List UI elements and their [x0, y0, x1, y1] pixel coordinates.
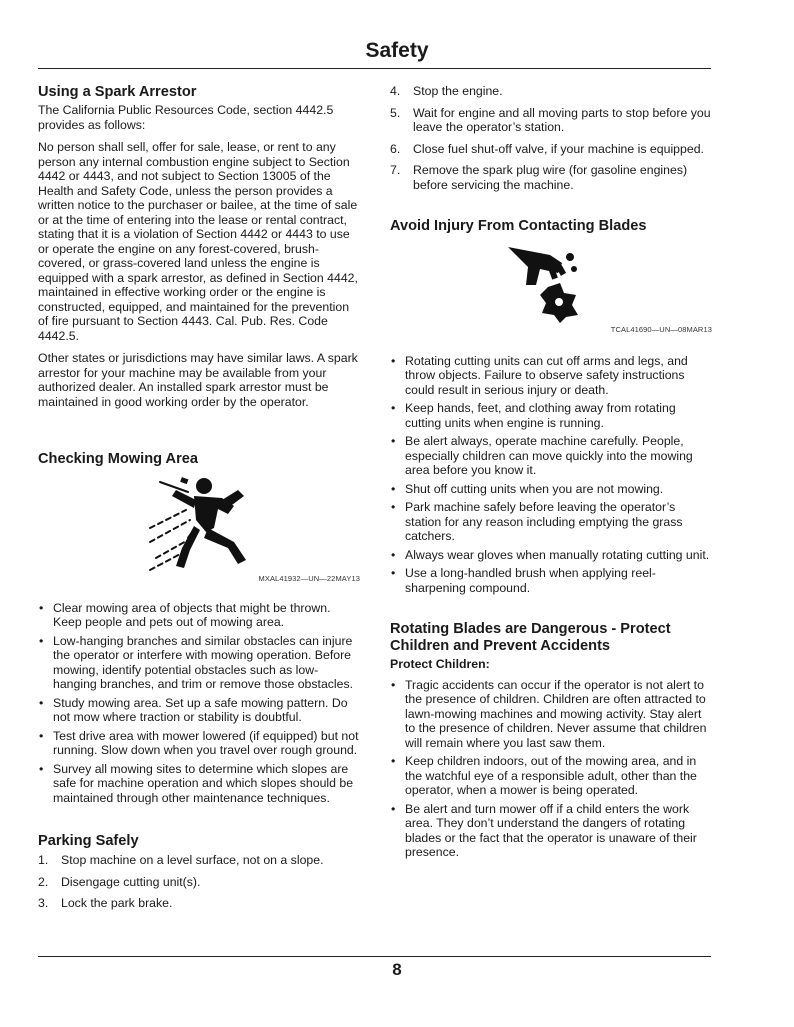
list-item: • Keep hands, feet, and clothing away from rotating cutting units when engine is running.: [390, 401, 712, 430]
blades-section: [390, 218, 712, 595]
list-item: [38, 896, 360, 911]
header-rule: [38, 68, 711, 69]
step-number: 5.: [390, 105, 401, 120]
list-item: [38, 875, 360, 890]
list-item: [390, 106, 712, 135]
children-heading: Rotating Blades are Dangerous - Protect Children and Prevent Accidents: [390, 621, 671, 654]
children-section: [390, 621, 712, 860]
mowing-area-figure-code: MXAL41932—UN—22MAY13: [258, 574, 360, 583]
parking-steps-list-part2: [390, 84, 712, 192]
step-text: Lock the park brake.: [61, 896, 173, 910]
list-item: [390, 142, 712, 157]
parking-section: [38, 833, 360, 911]
mowing-area-section: [38, 451, 360, 805]
parking-heading: Parking Safely: [38, 833, 139, 849]
footer-rule: [38, 956, 711, 957]
step-text: Stop the engine.: [413, 84, 503, 98]
mowing-area-heading: Checking Mowing Area: [38, 451, 199, 467]
list-item: • Be alert and turn mower off if a child enters the work area. They don’t understand the dangers of rotating blades or the fact that the operator is unaware of their presence.: [390, 802, 712, 860]
list-item: • Low-hanging branches and similar obstacles can injure the operator or interfere with mowing operation. Before mowing, identify potential obstacles such as low-hanging branches, and trim or remove those obstacles.: [38, 634, 360, 692]
list-item: • Study mowing area. Set up a safe mowing pattern. Do not mow where traction or stability is doubtful.: [38, 696, 360, 725]
list-item: • Clear mowing area of objects that might be thrown. Keep people and pets out of mowing area.: [38, 601, 360, 630]
children-subheading: Protect Children:: [390, 657, 490, 671]
step-text: Close fuel shut-off valve, if your machine is equipped.: [413, 141, 704, 156]
list-item: [390, 84, 712, 99]
list-item: [38, 853, 360, 868]
step-number: 4.: [390, 84, 401, 98]
mowing-area-list: [38, 601, 360, 806]
step-text: Remove the spark plug wire (for gasoline engines) before servicing the machine.: [413, 163, 688, 192]
step-text: Disengage cutting unit(s).: [61, 874, 201, 889]
blades-heading: Avoid Injury From Contacting Blades: [390, 218, 647, 234]
list-item: [390, 163, 712, 192]
step-number: 2.: [38, 874, 49, 889]
page-title: Safety: [365, 39, 429, 62]
blade-contact-hazard-icon: [390, 245, 712, 323]
spark-arrestor-code-text: No person shall sell, offer for sale, lease, or rent to any person any internal combustion engine subject to Section 4442 or 4443, and not subject to Section 13005 of the Health and Safety Code, unless the person provides a written notice to the purchaser or bailee, at the time of sale or at the time of entering into the lease or rental contract, stating that it is a violation of Section 4442 or 4443 to use or operate the engine on any forest-covered, brush-covered, or grass-covered land unless the engine is equipped with a spark arrestor, as defined in Section 4442, maintained in effective working order or the engine is constructed, equipped, and maintained for the prevention of fire pursuant to Section 4443. Cal. Pub. Res. Code 4442.5.: [38, 140, 358, 343]
list-item: • Be alert always, operate machine carefully. People, especially children can move quickly into the mowing area before you know it.: [390, 434, 712, 478]
list-item: • Keep children indoors, out of the mowing area, and in the watchful eye of a responsible adult, other than the operator, when a mower is being operated.: [390, 754, 712, 798]
mowing-area-figure: [38, 476, 360, 572]
list-item: • Test drive area with mower lowered (if equipped) but not running. Slow down when you travel over rough ground.: [38, 729, 360, 758]
list-item: • Rotating cutting units can cut off arms and legs, and throw objects. Failure to observe safety instructions could result in serious injury or death.: [390, 354, 712, 398]
step-number: 1.: [38, 853, 49, 867]
children-list: [390, 678, 712, 860]
blades-list: [390, 354, 712, 596]
right-column: [390, 84, 712, 864]
spark-arrestor-intro: The California Public Resources Code, section 4442.5 provides as follows:: [38, 103, 334, 132]
step-number: 3.: [38, 896, 49, 910]
step-number: 7.: [390, 163, 401, 177]
thrown-object-hazard-icon: [38, 476, 360, 572]
list-item: • Tragic accidents can occur if the operator is not alert to the presence of children. Children are often attracted to lawn-mowing machines and mowing activity. Stay alert to the presence of children. Never assume that children will remain where you last saw them.: [390, 678, 712, 751]
blades-figure-code: TCAL41690—UN—08MAR13: [610, 325, 712, 334]
parking-steps-list-part1: [38, 853, 360, 911]
list-item: • Park machine safely before leaving the operator’s station for any reason including emptying the grass catchers.: [390, 500, 712, 544]
list-item: • Use a long-handled brush when applying reel-sharpening compound.: [390, 566, 712, 595]
step-number: 6.: [390, 141, 401, 156]
step-text: Wait for engine and all moving parts to stop before you leave the operator’s station.: [413, 105, 711, 134]
list-item: • Survey all mowing sites to determine which slopes are safe for machine operation and which slopes should be maintained through other maintenance techniques.: [38, 762, 360, 806]
spark-arrestor-heading: Using a Spark Arrestor: [38, 84, 197, 100]
blades-figure: [390, 245, 712, 323]
list-item: • Shut off cutting units when you are not mowing.: [390, 482, 712, 497]
step-text: Stop machine on a level surface, not on a slope.: [61, 853, 324, 867]
spark-arrestor-section: [38, 84, 360, 409]
left-column: [38, 84, 360, 918]
spark-arrestor-note: Other states or jurisdictions may have similar laws. A spark arrestor for your machine may be available from your authorized dealer. An installed spark arrestor must be maintained in good working order by the operator.: [38, 351, 358, 409]
page-number: 8: [392, 960, 402, 979]
list-item: • Always wear gloves when manually rotating cutting unit.: [390, 548, 712, 563]
